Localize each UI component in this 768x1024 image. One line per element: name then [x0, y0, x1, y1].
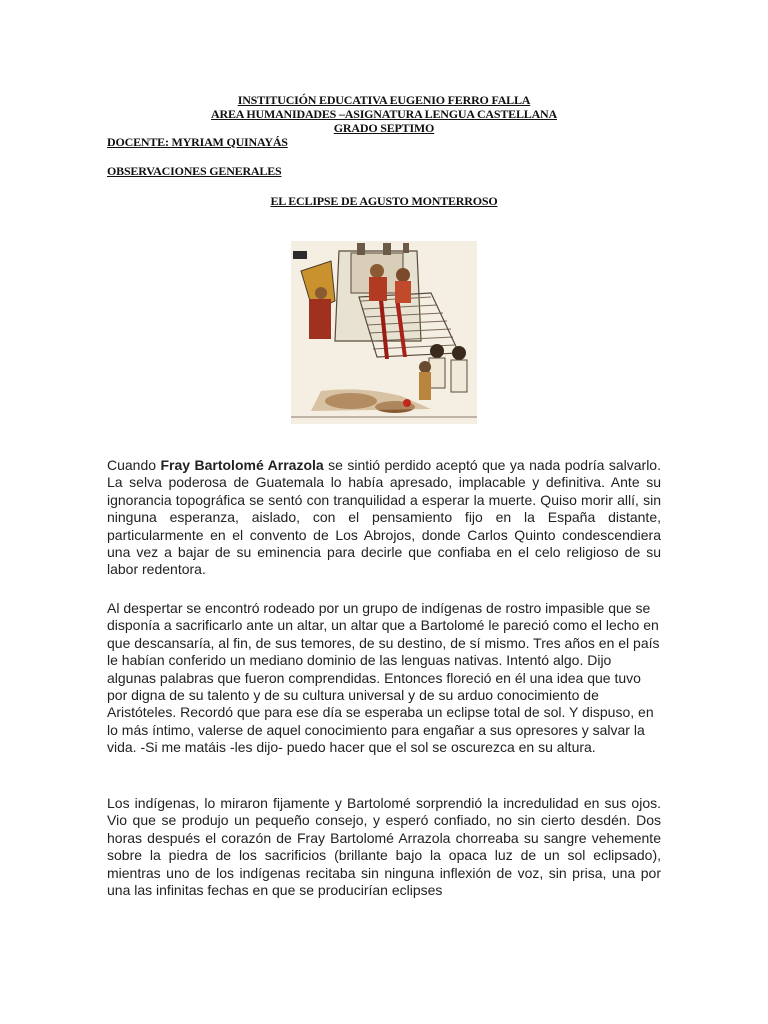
institution-name: INSTITUCIÓN EDUCATIVA EUGENIO FERRO FALLA — [237, 93, 531, 107]
story-title: EL ECLIPSE DE AGUSTO MONTERROSO — [270, 194, 498, 208]
general-observations-heading: OBSERVACIONES GENERALES — [107, 164, 282, 178]
protagonist-name: Fray Bartolomé Arrazola — [160, 457, 324, 473]
aztec-sacrifice-codex-illustration — [291, 241, 477, 424]
subject-area: AREA HUMANIDADES –ASIGNATURA LENGUA CASTELLANA — [211, 107, 557, 121]
paragraph-3: Los indígenas, lo miraron fijamente y Bartolomé sorprendió la incredulidad en sus ojos. Vio que se produjo un pequeño consejo, y esperó confiado, no sin cierto desdén. Dos horas después el corazón de Fray Bartolomé Arrazola chorreaba su sangre vehemente sobre la piedra de los sacrificios (brillante bajo la opaca luz de un sol eclipsado), mientras uno de los indígenas recitaba sin ninguna inflexión de voz, sin prisa, una por una las infinitas fechas en que se producirían eclipses — [107, 795, 661, 899]
paragraph-2: Al despertar se encontró rodeado por un grupo de indígenas de rostro impasible que se disponía a sacrificarlo ante un altar, un altar que a Bartolomé le pareció como el lecho en que descansaría, al fin, de sus temores, de su destino, de sí mismo. Tres años en el país le habían conferido un mediano dominio de las lenguas nativas. Intentó algo. Dijo algunas palabras que fueron comprendidas. Entonces floreció en él una idea que tuvo por digna de su talento y de su cultura universal y de su arduo conocimiento de Aristóteles. Recordó que para ese día se esperaba un eclipse total de sol. Y dispuso, en lo más íntimo, valerse de aquel conocimiento para engañar a sus opresores y salvar la vida. -Si me matáis -les dijo- puedo hacer que el sol se oscurezca en su altura. — [107, 600, 660, 756]
grade-level: GRADO SEPTIMO — [333, 121, 435, 135]
paragraph-1 — [107, 457, 661, 579]
paragraph-1-lead: Cuando — [107, 457, 161, 473]
teacher-name: DOCENTE: MYRIAM QUINAYÁS — [107, 135, 288, 149]
paragraph-1-body: se sintió perdido aceptó que ya nada podría salvarlo. La selva poderosa de Guatemala lo había apresado, implacable y definitiva. Ante su ignorancia topográfica se sentó con tranquilidad a esperar la muerte. Quiso morir allí, sin ninguna esperanza, aislado, con el pensamiento fijo en la España distante, particularmente en el convento de Los Abrojos, donde Carlos Quinto condescendiera una vez a bajar de su eminencia para decirle que confiaba en el celo religioso de su labor redentora. — [107, 457, 661, 578]
